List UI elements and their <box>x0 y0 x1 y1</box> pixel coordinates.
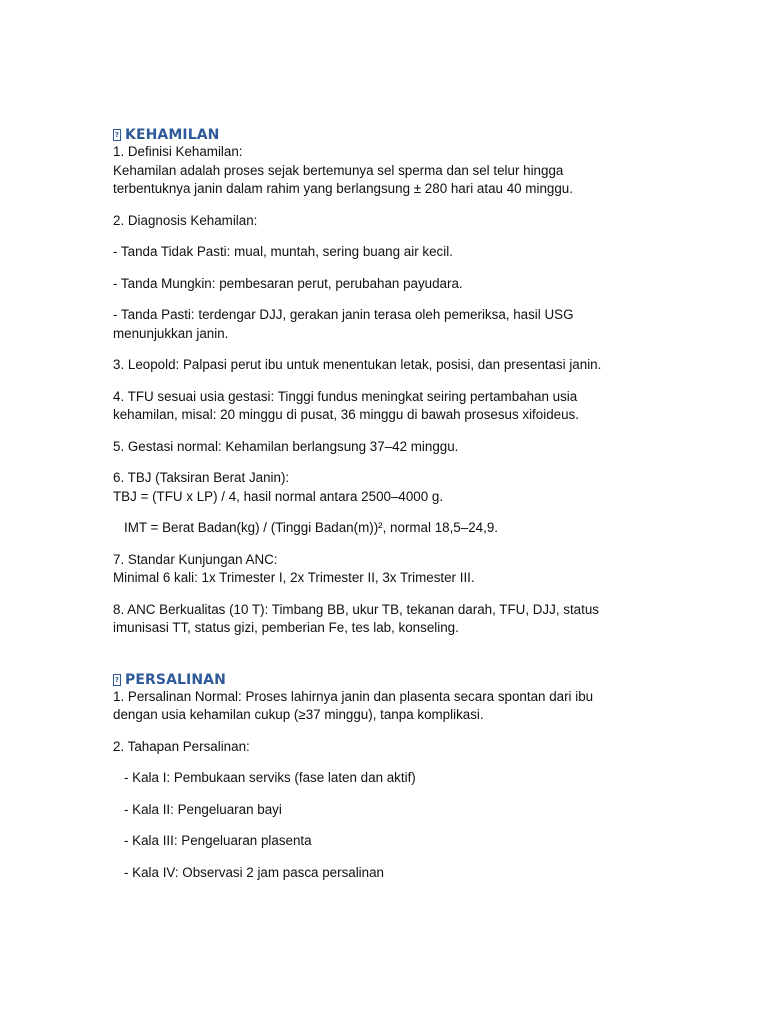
paragraph-line: 1. Persalinan Normal: Proses lahirnya janin dan plasenta secara spontan dari ibu dengan usia kehamilan cukup (≥37 minggu), tanpa komplikasi. <box>113 688 594 722</box>
paragraph-line: Kehamilan adalah proses sejak bertemunya sel sperma dan sel telur hingga terbentuknya janin dalam rahim yang berlangsung ± 280 hari atau 40 minggu. <box>113 162 573 196</box>
missing-glyph-icon: ? <box>114 131 120 139</box>
paragraph-line: - Kala I: Pembukaan serviks (fase laten dan aktif) <box>124 770 416 785</box>
paragraph-tanda-pasti <box>113 306 633 343</box>
paragraph-gestasi <box>113 438 633 457</box>
paragraph-tanda-mungkin <box>113 275 633 294</box>
paragraph-persalinan-normal <box>113 688 633 725</box>
paragraph-definisi <box>113 143 633 199</box>
paragraph-line: 1. Definisi Kehamilan: <box>113 144 243 159</box>
paragraph-line: - Kala II: Pengeluaran bayi <box>124 801 282 817</box>
paragraph-line: 7. Standar Kunjungan ANC: <box>113 551 278 567</box>
missing-glyph-icon: ? <box>114 675 120 684</box>
paragraph-leopold <box>113 356 633 375</box>
paragraph-kala-2 <box>113 801 633 820</box>
paragraph-imt <box>113 519 633 538</box>
paragraph-tfu <box>113 388 633 425</box>
section-kehamilan <box>113 125 633 638</box>
paragraph-line: 2. Diagnosis Kehamilan: <box>113 212 258 228</box>
paragraph-line: - Tanda Tidak Pasti: mual, muntah, sering buang air kecil. <box>113 244 453 259</box>
paragraph-kala-3 <box>113 832 633 851</box>
paragraph-anc-standar <box>113 551 633 588</box>
section-heading-text: PERSALINAN <box>125 671 226 688</box>
paragraph-line: - Kala III: Pengeluaran plasenta <box>124 833 312 848</box>
paragraph-line: - Tanda Mungkin: pembesaran perut, perubahan payudara. <box>113 275 463 291</box>
paragraph-line: Minimal 6 kali: 1x Trimester I, 2x Trimester II, 3x Trimester III. <box>113 570 475 585</box>
paragraph-kala-4 <box>113 864 633 883</box>
section-heading <box>113 670 633 690</box>
section-heading <box>113 125 633 145</box>
paragraph-line: 8. ANC Berkualitas (10 T): Timbang BB, ukur TB, tekanan darah, TFU, DJJ, status imunisasi TT, status gizi, pemberian Fe, tes lab, konseling. <box>113 601 599 635</box>
paragraph-line: - Tanda Pasti: terdengar DJJ, gerakan janin terasa oleh pemeriksa, hasil USG menunjukkan janin. <box>113 307 574 341</box>
paragraph-line: IMT = Berat Badan(kg) / (Tinggi Badan(m))², normal 18,5–24,9. <box>124 520 498 535</box>
paragraph-line: 5. Gestasi normal: Kehamilan berlangsung 37–42 minggu. <box>113 438 459 454</box>
paragraph-line: 6. TBJ (Taksiran Berat Janin): <box>113 470 290 485</box>
paragraph-anc-berkualitas <box>113 601 633 638</box>
section-persalinan <box>113 670 633 883</box>
paragraph-line: 2. Tahapan Persalinan: <box>113 738 250 754</box>
paragraph-line: 4. TFU sesuai usia gestasi: Tinggi fundus meningkat seiring pertambahan usia kehamilan, misal: 20 minggu di pusat, 36 minggu di bawah prosesus xifoideus. <box>113 388 579 422</box>
paragraph-line: TBJ = (TFU x LP) / 4, hasil normal antara 2500–4000 g. <box>113 488 444 504</box>
paragraph-tbj <box>113 469 633 506</box>
section-heading-text: KEHAMILAN <box>125 127 220 143</box>
paragraph-tanda-tidak-pasti <box>113 243 633 262</box>
paragraph-line: - Kala IV: Observasi 2 jam pasca persalinan <box>124 864 384 880</box>
paragraph-line: 3. Leopold: Palpasi perut ibu untuk menentukan letak, posisi, dan presentasi janin. <box>113 357 602 372</box>
paragraph-tahapan <box>113 738 633 757</box>
document-body <box>113 125 633 882</box>
paragraph-diagnosis <box>113 212 633 231</box>
paragraph-kala-1 <box>113 769 633 788</box>
